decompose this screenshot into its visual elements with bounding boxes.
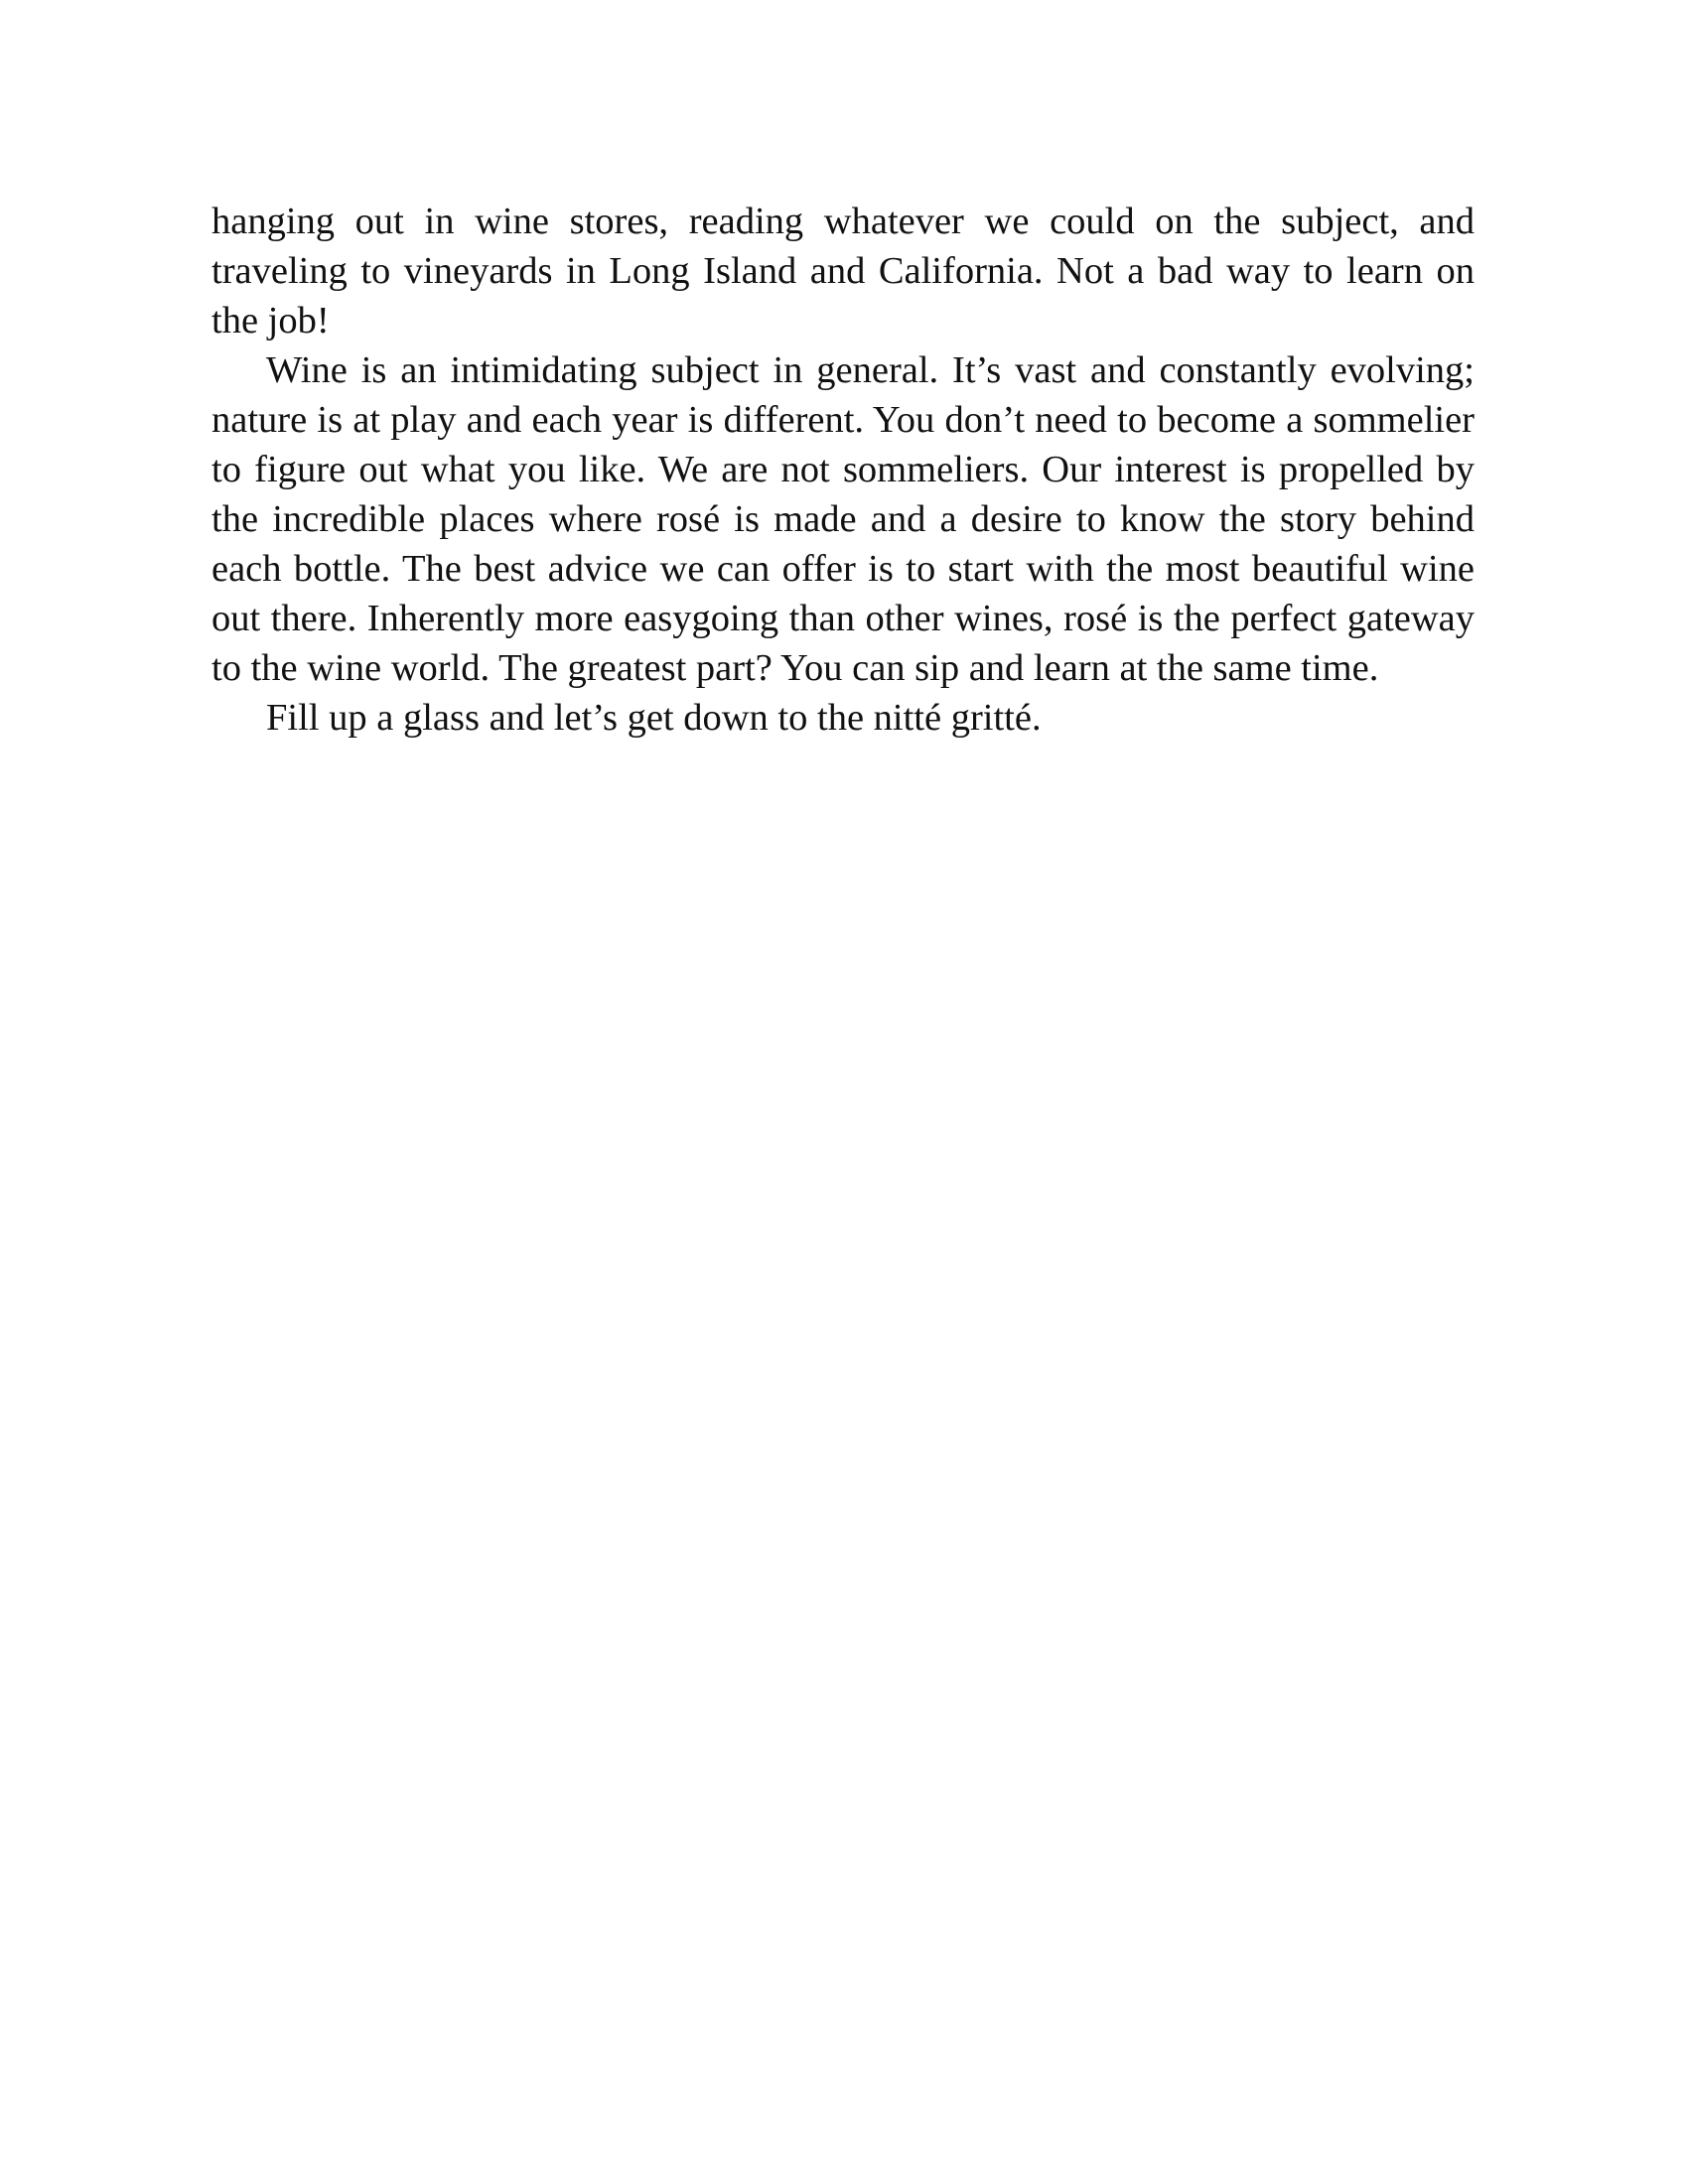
body-text (211, 197, 1475, 743)
paragraph-continuation: hanging out in wine stores, reading whatever we could on the subject, and traveling to vineyards in Long Island and California. Not a bad way to learn on the job! (211, 201, 1475, 341)
paragraph-wine-intimidating: Wine is an intimidating subject in general. It’s vast and constantly evolving; nature is at play and each year is different. You don’t need to become a sommelier to figure out what you like. We are not sommeliers. Our interest is propelled by the incredible places where rosé is made and a desire to know the story behind each bottle. The best advice we can offer is to start with the most beautiful wine out there. Inherently more easygoing than other wines, rosé is the perfect gateway to the wine world. The greatest part? You can sip and learn at the same time. (211, 349, 1475, 689)
paragraph-fill-glass: Fill up a glass and let’s get down to the nitté gritté. (266, 697, 1042, 739)
